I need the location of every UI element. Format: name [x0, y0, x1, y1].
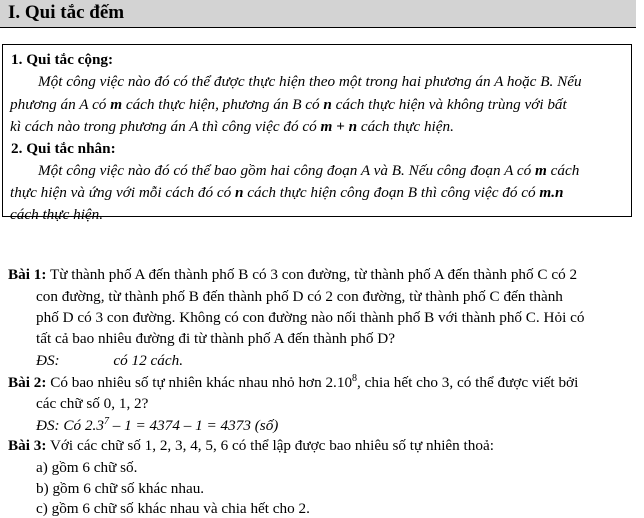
addition-rule-line-3: kì cách nào trong phương án A thì công việc đó có m + n cách thực hiện. — [10, 118, 454, 135]
exercise-3-item-b: b) gồm 6 chữ số khác nhau. — [36, 480, 205, 497]
exercise-1-line-4: tất cả bao nhiêu đường đi từ thành phố A đến thành phố D? — [36, 330, 395, 347]
multiplication-rule-line-3: cách thực hiện. — [10, 206, 104, 223]
exercise-1-answer: ĐS: có 12 cách. — [36, 352, 184, 369]
rules-box — [2, 44, 632, 223]
section-title: I. Qui tắc đếm — [8, 2, 125, 23]
addition-rule-line-2: phương án A có m cách thực hiện, phương án B có n cách thực hiện và không trùng với bất — [10, 96, 567, 113]
exercise-1-line-1: Bài 1: Từ thành phố A đến thành phố B có 3 con đường, từ thành phố A đến thành phố C có 2 — [8, 266, 578, 283]
addition-rule-heading: 1. Qui tắc cộng: — [11, 51, 114, 68]
exercise-2-line-2: các chữ số 0, 1, 2? — [36, 395, 149, 412]
exercise-2-answer: ĐS: Có $2.3^7 - 1 = 4374 - 1 = 4373$ (số) — [36, 416, 279, 435]
multiplication-rule-line-2: thực hiện và ứng với mỗi cách đó có n cách thực hiện công đoạn B thì công việc đó có m.n — [10, 184, 564, 201]
multiplication-rule-line-1: Một công việc nào đó có thể bao gồm hai công đoạn A và B. Nếu công đoạn A có m cách — [38, 162, 580, 179]
exercise-1-line-2: con đường, từ thành phố B đến thành phố D có 2 con đường, từ thành phố C đến thành — [36, 288, 563, 305]
multiplication-rule-heading: 2. Qui tắc nhân: — [11, 140, 116, 157]
exercise-3-item-a: a) gồm 6 chữ số. — [36, 459, 138, 476]
exercise-3-item-c: c) gồm 6 chữ số khác nhau và chia hết cho 2. — [36, 500, 310, 517]
exercise-2-line-1: Bài 2: Có bao nhiêu số tự nhiên khác nhau nhỏ hơn 2.10$^8$, chia hết cho 3, có thể được viết bởi — [8, 373, 579, 392]
section-header — [0, 0, 636, 28]
exercise-3-line-1: Bài 3: Với các chữ số 1, 2, 3, 4, 5, 6 có thể lập được bao nhiêu số tự nhiên thoả: — [8, 437, 494, 454]
addition-rule-line-1: Một công việc nào đó có thể được thực hiện theo một trong hai phương án A hoặc B. Nếu — [38, 73, 582, 90]
exercise-1-line-3: phố D có 3 con đường. Không có con đường nào nối thành phố B với thành phố C. Hỏi có — [36, 309, 585, 326]
